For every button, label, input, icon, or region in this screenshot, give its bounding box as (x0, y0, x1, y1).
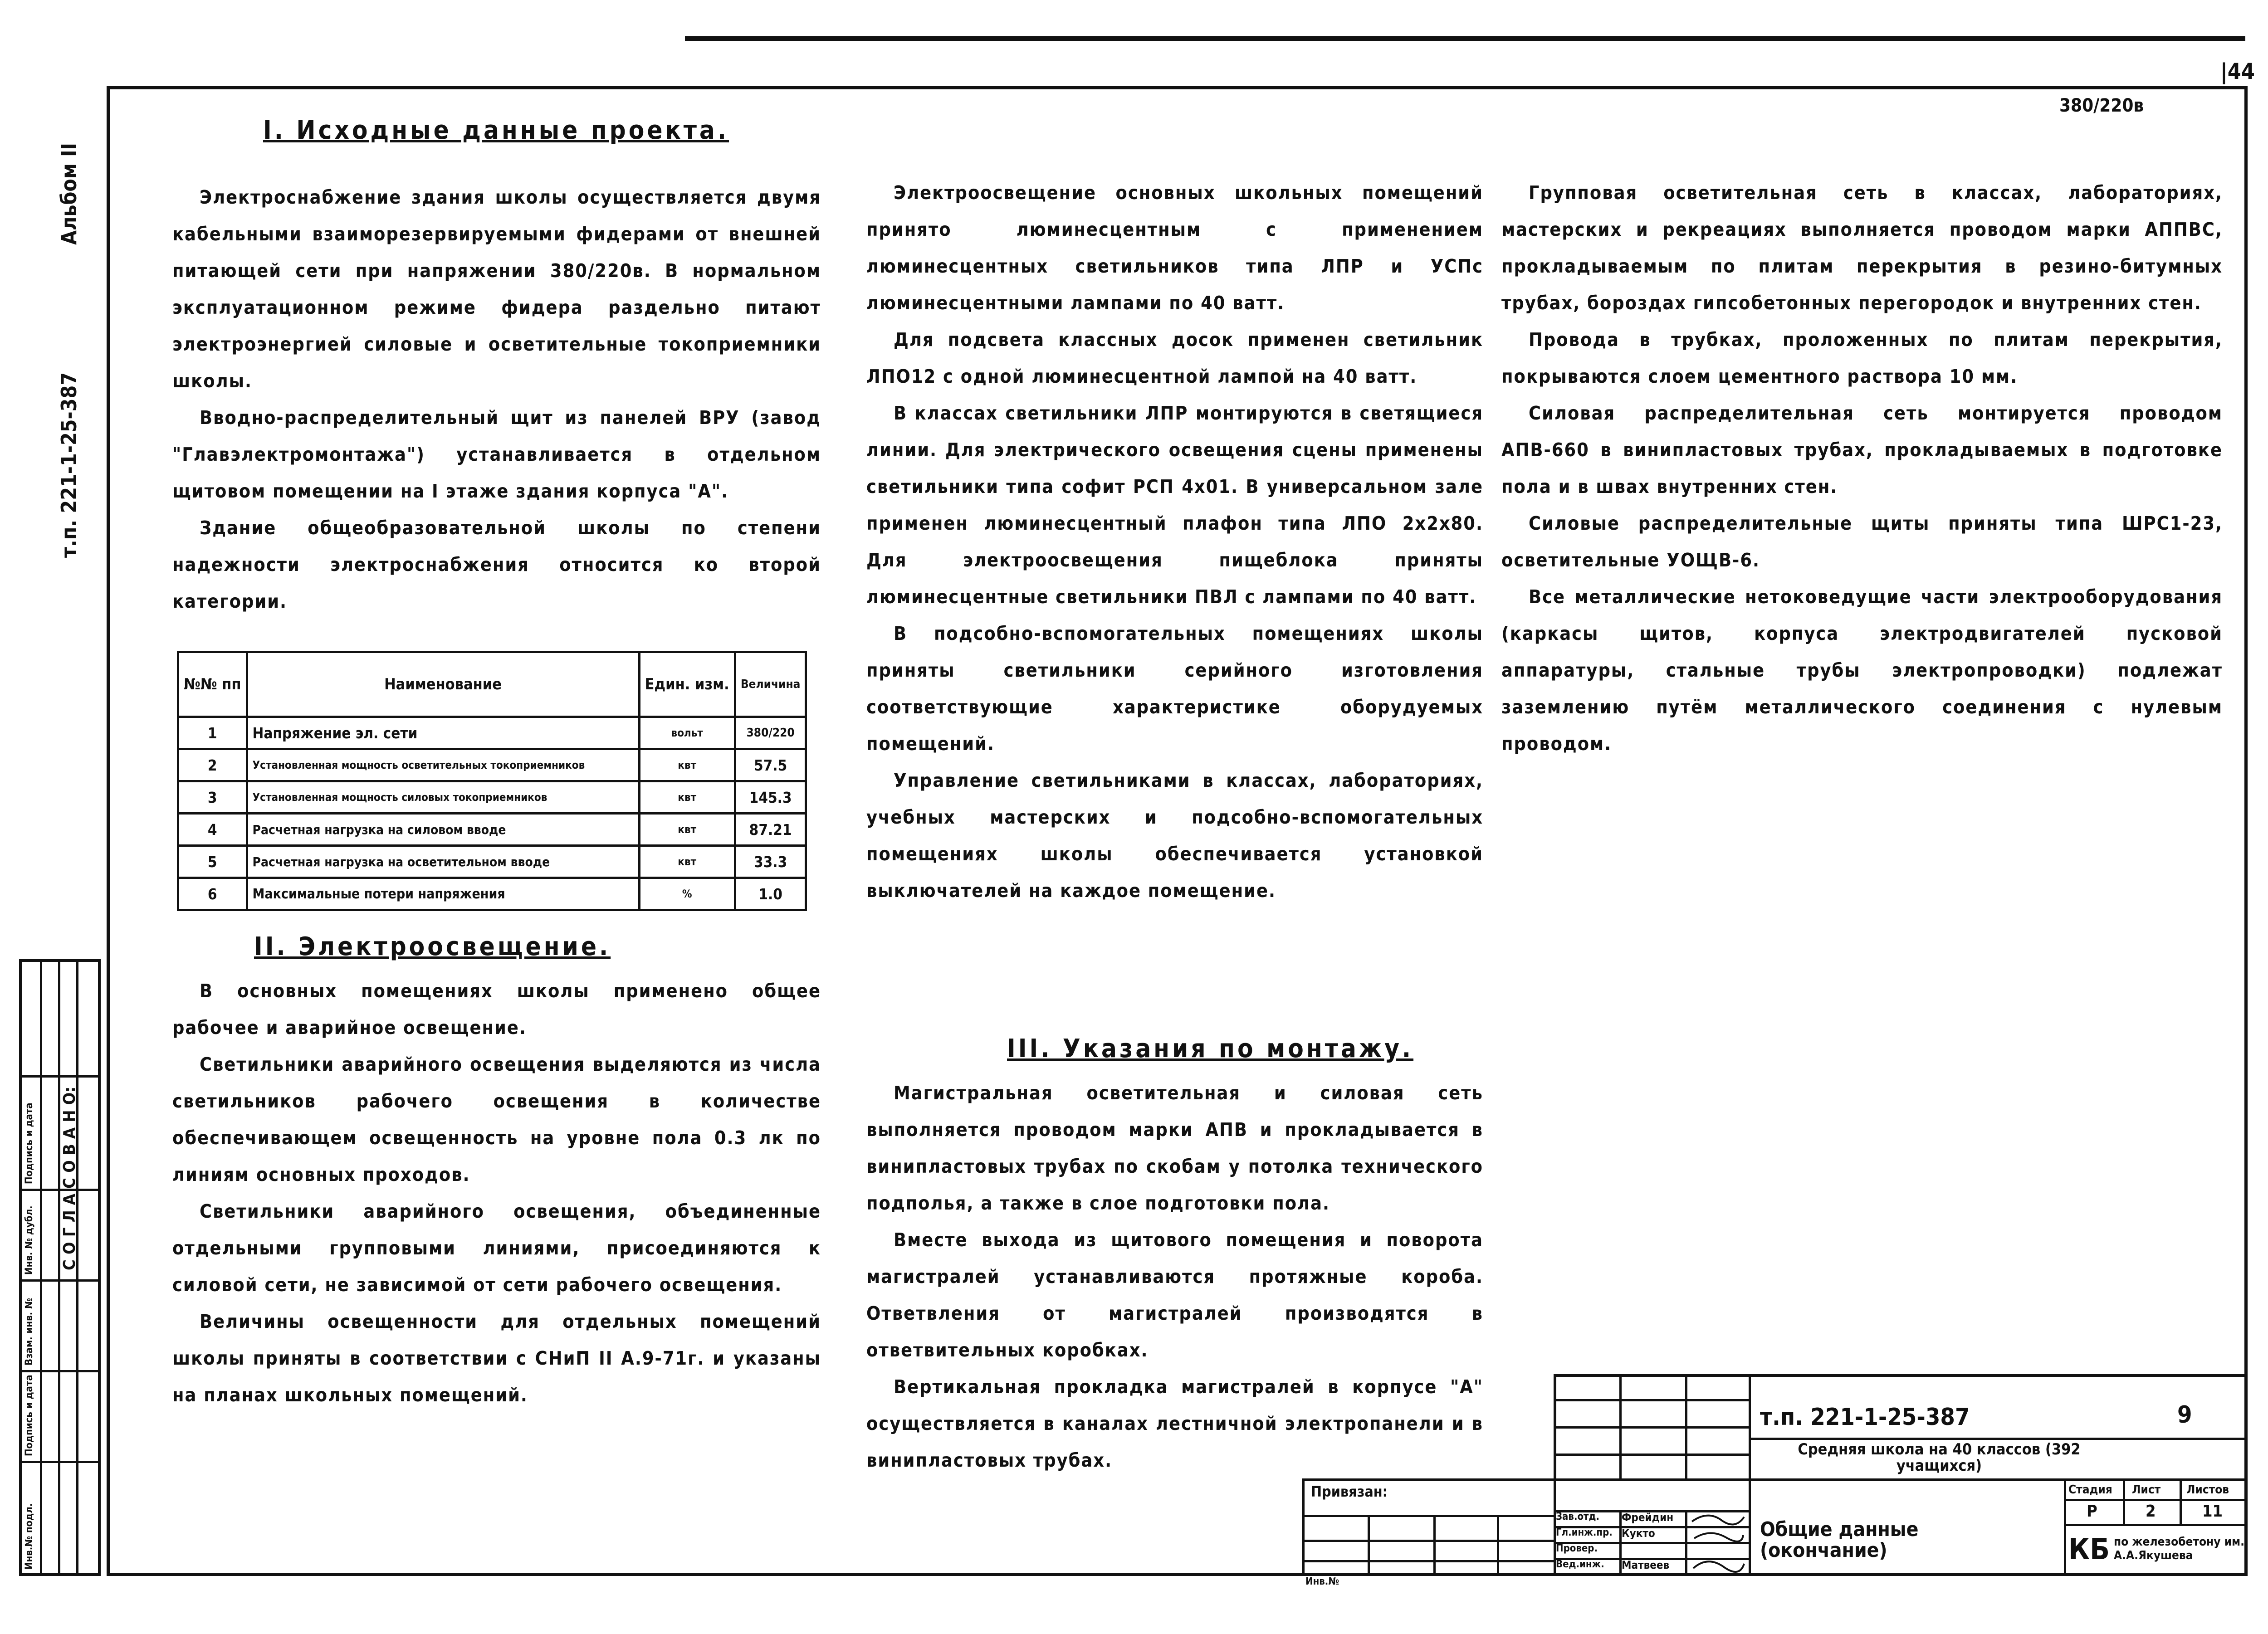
side-col-2: Подпись и дата (24, 1375, 35, 1456)
table-cell: квт (639, 781, 735, 814)
side-col-4: Инв. № дубл. (24, 1205, 35, 1275)
paragraph: Вводно-распределительный щит из панелей ВРУ (завод "Главэлектромонтажа") устанавливается в отдельном щитовом помещении на I этаже здания корпуса "А". (172, 407, 821, 502)
table-header-cell: Един. изм. (639, 652, 735, 717)
section-3-text-right (1501, 175, 2223, 762)
paragraph: Электроосвещение основных школьных помещений принято люминесцентным с применением люминесцентных светильников типа ЛПР и УСПс люминесцентными лампами по 40 ватт. (866, 182, 1483, 314)
table-cell: Расчетная нагрузка на силовом вводе (247, 814, 639, 846)
paragraph: Управление светильниками в классах, лабораториях, учебных мастерских и подсобно-вспомогательных помещениях школы обеспечивается установкой выключателей на каждое помещение. (866, 770, 1483, 902)
stamp-listov-header: Листов (2186, 1483, 2229, 1497)
table-cell: Максимальные потери напряжения (247, 878, 639, 910)
stamp-title: Общие данные (окончание) (1760, 1518, 1919, 1562)
stamp-listov: 11 (2202, 1502, 2223, 1521)
paragraph: Вместе выхода из щитового помещения и поворота магистралей устанавливаются протяжные короба. Ответвления от магистралей производятся в ответвительных коробках. (866, 1229, 1483, 1361)
stamp-role: Гл.инж.пр. (1556, 1527, 1613, 1538)
table-cell: 87.21 (735, 814, 806, 846)
stamp-role: Провер. (1556, 1543, 1598, 1554)
paragraph: Для подсвета классных досок применен светильник ЛПО12 с одной люминесцентной лампой на 40 ватт. (866, 329, 1483, 387)
stamp-signatures (1690, 1510, 1746, 1574)
table-cell: 145.3 (735, 781, 806, 814)
paragraph: В основных помещениях школы применено общее рабочее и аварийное освещение. (172, 980, 821, 1039)
paragraph: Светильники аварийного освещения, объединенные отдельными групповыми линиями, присоединяются к силовой сети, не зависимой от сети рабочего освещения. (172, 1200, 821, 1296)
paragraph: Электроснабжение здания школы осуществляется двумя кабельными взаиморезервируемыми фидерами от внешней питающей сети при напряжении 380/220в. В нормальном эксплуатационном режиме фидера раздельно питают электроэнергией силовые и осветительные токоприемники школы. (172, 186, 821, 392)
side-col-3: Взам. инв. № (24, 1298, 35, 1366)
page-number: |44 (2220, 59, 2255, 84)
paragraph: Все металлические нетоковедущие части электрооборудования (каркасы щитов, корпуса электродвигателей пусковой аппаратуры, стальные трубы электропроводки) подлежат заземлению путём металлического соединения с нулевым проводом. (1501, 586, 2223, 755)
stamp-list-header: Лист (2132, 1483, 2161, 1497)
section-1-text (172, 179, 821, 620)
table-cell: 1 (178, 717, 247, 749)
table-cell: 3 (178, 781, 247, 814)
section-1-title: I. Исходные данные проекта. (263, 116, 729, 145)
table-cell: 1.0 (735, 878, 806, 910)
paragraph: В классах светильники ЛПР монтируются в светящиеся линии. Для электрического освещения сцены применены светильники типа софит РСП 4х01. В универсальном зале применен люминесцентный плафон типа ЛПО 2х2х80. Для электроосвещения пищеблока приняты люминесцентные светильники ПВЛ с лампами по 40 ватт. (866, 402, 1483, 608)
table-row (178, 781, 806, 814)
side-album-label: Альбом II (57, 143, 81, 245)
table-cell: 6 (178, 878, 247, 910)
section-2-text-middle (866, 175, 1483, 909)
paragraph: Здание общеобразовательной школы по степени надежности электроснабжения относится ко второй категории. (172, 517, 821, 612)
stamp-name: Матвеев (1622, 1559, 1670, 1571)
side-code-label: т.п. 221-1-25-387 (57, 372, 81, 558)
paragraph: Величины освещенности для отдельных помещений школы приняты в соответствии с СНиП II А.9-71г. и указаны на планах школьных помещений. (172, 1311, 821, 1406)
table-cell: % (639, 878, 735, 910)
section-3-title: III. Указания по монтажу. (1007, 1034, 1414, 1063)
top-border-line (685, 36, 2245, 41)
stamp-inv: Инв.№ (1305, 1576, 1339, 1587)
table-row (178, 878, 806, 910)
table-cell: квт (639, 749, 735, 781)
stamp-privyazan: Привязан: (1311, 1483, 1388, 1500)
table-cell: Установленная мощность силовых токоприемников (247, 781, 639, 814)
stamp-project: Средняя школа на 40 классов (392 учащихся) (1798, 1440, 2081, 1475)
stamp-stadiya-header: Стадия (2068, 1483, 2112, 1497)
stamp-stadiya: Р (2087, 1502, 2097, 1521)
table-cell: Установленная мощность осветительных токоприемников (247, 749, 639, 781)
table-cell: вольт (639, 717, 735, 749)
table-cell: 57.5 (735, 749, 806, 781)
table-cell: 4 (178, 814, 247, 846)
side-approval-table (19, 959, 101, 1576)
table-row (178, 749, 806, 781)
table-cell: Напряжение эл. сети (247, 717, 639, 749)
paragraph: Силовая распределительная сеть монтируется проводом АПВ-660 в винипластовых трубах, прокладываемых в подготовке пола и в швах внутренних стен. (1501, 402, 2223, 498)
paragraph: Светильники аварийного освещения выделяются из числа светильников рабочего освещения в количестве обеспечивающем освещенность на уровне пола 0.3 лк по линиям основных проходов. (172, 1054, 821, 1185)
section-3-text-middle (866, 1075, 1483, 1479)
table-header-cell: Наименование (247, 652, 639, 717)
voltage-mark: 380/220в (2059, 95, 2144, 116)
paragraph: Групповая осветительная сеть в классах, лабораториях, мастерских и рекреациях выполняется проводом марки АППВС, прокладываемым по плитам перекрытия в резино-битумных трубах, бороздах гипсобетонных перегородок и внутренних стен. (1501, 182, 2223, 314)
table-header-row (178, 652, 806, 717)
stamp-name: Фрейдин (1622, 1511, 1674, 1524)
paragraph: Вертикальная прокладка магистралей в корпусе "А" осуществляется в каналах лестничной электропанели и в винипластовых трубах. (866, 1376, 1483, 1471)
paragraph: В подсобно-вспомогательных помещениях школы приняты светильники серийного изготовления соответствующие характеристике оборудуемых помещений. (866, 623, 1483, 755)
stamp-role: Зав.отд. (1556, 1511, 1600, 1522)
paragraph: Провода в трубках, проложенных по плитам перекрытия, покрываются слоем цементного раствора 10 мм. (1501, 329, 2223, 387)
table-cell: квт (639, 846, 735, 878)
section-2-text-left (172, 973, 821, 1414)
table-cell: Расчетная нагрузка на осветительном вводе (247, 846, 639, 878)
table-row (178, 717, 806, 749)
stamp-code: т.п. 221-1-25-387 (1760, 1404, 1970, 1431)
table-cell: квт (639, 814, 735, 846)
table-header-cell: №№ пп (178, 652, 247, 717)
side-col-1: Инв.№ подл. (24, 1503, 35, 1570)
stamp-list: 2 (2146, 1502, 2156, 1521)
table-cell: 2 (178, 749, 247, 781)
paragraph: Силовые распределительные щиты приняты типа ШРС1-23, осветительные УОЩВ-6. (1501, 512, 2223, 571)
side-approval-label: С О Г Л А С О В А Н О: (60, 1086, 79, 1270)
stamp-name: Кукто (1622, 1527, 1655, 1540)
side-col-5: Подпись и дата (24, 1102, 35, 1184)
table-cell: 33.3 (735, 846, 806, 878)
stamp-org-mark: КБ (2068, 1533, 2110, 1566)
stamp-org: по железобетону им. А.А.Якушева (2114, 1535, 2244, 1562)
table-row (178, 846, 806, 878)
table-row (178, 814, 806, 846)
table-cell: 380/220 (735, 717, 806, 749)
section-2-title: II. Электроосвещение. (254, 932, 611, 961)
stamp-sheet-label: 9 (2177, 1401, 2192, 1429)
stamp-role: Вед.инж. (1556, 1559, 1604, 1570)
table-header-cell: Величина (735, 652, 806, 717)
table-cell: 5 (178, 846, 247, 878)
project-data-table (177, 651, 807, 911)
paragraph: Магистральная осветительная и силовая сеть выполняется проводом марки АПВ и прокладывается в винипластовых трубах по скобам у потолка технического подполья, а также в слое подготовки пола. (866, 1082, 1483, 1214)
